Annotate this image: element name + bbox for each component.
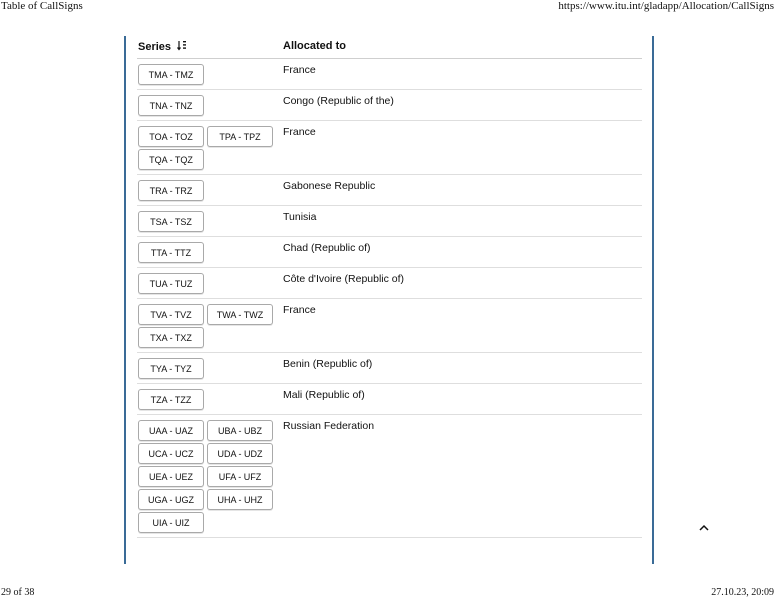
series-buttons xyxy=(138,420,278,533)
table-row xyxy=(137,353,642,384)
series-header-label: Series xyxy=(138,41,172,53)
table-row xyxy=(137,415,642,538)
series-buttons xyxy=(138,304,278,348)
series-buttons xyxy=(138,389,278,410)
allocated-country: Tunisia xyxy=(283,211,317,223)
series-button[interactable]: UAA - UAZ xyxy=(138,420,204,441)
table-body xyxy=(137,59,642,538)
allocated-country: Russian Federation xyxy=(283,420,375,432)
sort-descending-icon[interactable] xyxy=(177,40,187,51)
series-buttons xyxy=(138,64,278,85)
allocated-country: France xyxy=(283,64,316,76)
series-buttons xyxy=(138,273,278,294)
table-row xyxy=(137,206,642,237)
series-button[interactable]: UFA - UFZ xyxy=(207,466,273,487)
callsign-table xyxy=(137,36,642,538)
series-buttons xyxy=(138,211,278,232)
series-button[interactable]: TZA - TZZ xyxy=(138,389,204,410)
series-buttons xyxy=(138,242,278,263)
table-row xyxy=(137,268,642,299)
table-row xyxy=(137,90,642,121)
series-button[interactable]: UCA - UCZ xyxy=(138,443,204,464)
table-row xyxy=(137,121,642,175)
series-header[interactable] xyxy=(138,40,187,53)
series-button[interactable]: TTA - TTZ xyxy=(138,242,204,263)
series-button[interactable]: TSA - TSZ xyxy=(138,211,204,232)
allocated-header: Allocated to xyxy=(283,40,346,52)
allocated-country: Benin (Republic of) xyxy=(283,358,373,370)
allocated-country: Mali (Republic of) xyxy=(283,389,365,401)
series-button[interactable]: TMA - TMZ xyxy=(138,64,204,85)
series-button[interactable]: TUA - TUZ xyxy=(138,273,204,294)
series-button[interactable]: TNA - TNZ xyxy=(138,95,204,116)
page-title: Table of CallSigns xyxy=(1,0,83,12)
series-button[interactable]: TOA - TOZ xyxy=(138,126,204,147)
series-button[interactable]: TWA - TWZ xyxy=(207,304,273,325)
series-buttons xyxy=(138,358,278,379)
series-button[interactable]: UDA - UDZ xyxy=(207,443,273,464)
series-button[interactable]: TRA - TRZ xyxy=(138,180,204,201)
series-button[interactable]: UEA - UEZ xyxy=(138,466,204,487)
series-button[interactable]: TXA - TXZ xyxy=(138,327,204,348)
table-row xyxy=(137,384,642,415)
allocated-country: France xyxy=(283,126,316,138)
left-border xyxy=(124,36,126,564)
allocated-country: Gabonese Republic xyxy=(283,180,376,192)
allocated-country: Côte d'Ivoire (Republic of) xyxy=(283,273,405,285)
series-button[interactable]: TYA - TYZ xyxy=(138,358,204,379)
right-border xyxy=(652,36,654,564)
table-row xyxy=(137,299,642,353)
series-button[interactable]: UBA - UBZ xyxy=(207,420,273,441)
page-number: 29 of 38 xyxy=(1,587,35,598)
allocated-country: France xyxy=(283,304,316,316)
series-button[interactable]: TQA - TQZ xyxy=(138,149,204,170)
table-row xyxy=(137,175,642,206)
allocated-country: Congo (Republic of the) xyxy=(283,95,394,107)
table-header xyxy=(137,36,642,59)
table-row xyxy=(137,59,642,90)
series-buttons xyxy=(138,180,278,201)
chevron-up-icon[interactable] xyxy=(697,521,711,535)
series-buttons xyxy=(138,95,278,116)
table-row xyxy=(137,237,642,268)
print-datetime: 27.10.23, 20:09 xyxy=(711,587,774,598)
series-button[interactable]: TVA - TVZ xyxy=(138,304,204,325)
allocated-country: Chad (Republic of) xyxy=(283,242,371,254)
series-buttons xyxy=(138,126,278,170)
series-button[interactable]: UGA - UGZ xyxy=(138,489,204,510)
page-url: https://www.itu.int/gladapp/Allocation/CallSigns xyxy=(558,0,774,12)
series-button[interactable]: UHA - UHZ xyxy=(207,489,273,510)
series-button[interactable]: TPA - TPZ xyxy=(207,126,273,147)
series-button[interactable]: UIA - UIZ xyxy=(138,512,204,533)
